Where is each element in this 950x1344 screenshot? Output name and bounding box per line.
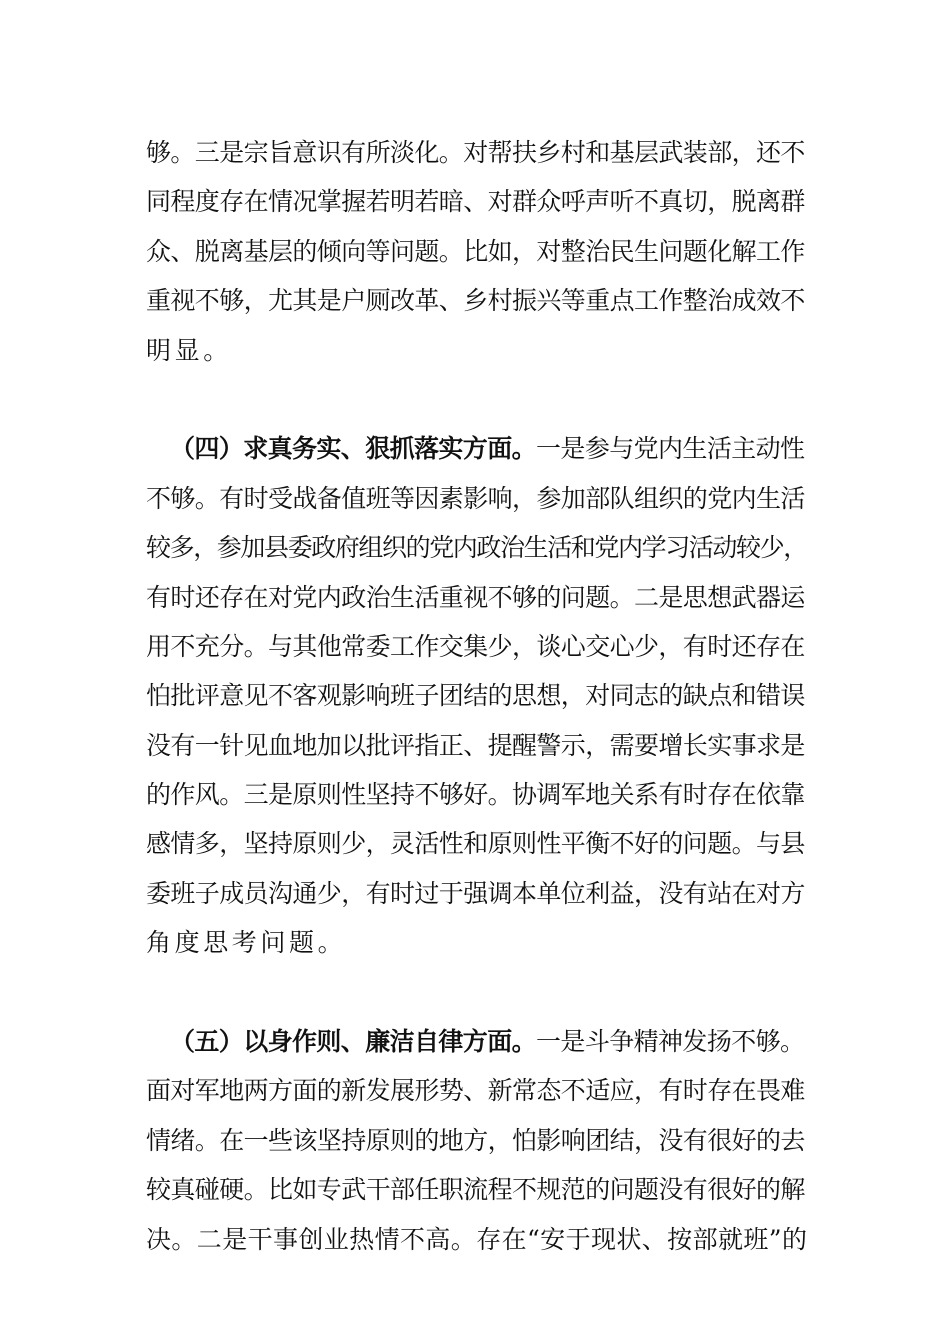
text-line [146, 1165, 808, 1214]
text-line [146, 474, 808, 523]
paragraph-1 [146, 128, 808, 375]
text-run: 角度思考问题。 [146, 928, 347, 958]
text-run: 较多，参加县委政府组织的党内政治生活和党内学习活动较少， [146, 533, 807, 563]
text-run: 同程度存在情况掌握若明若暗、对群众呼声听不真切，脱离群 [146, 187, 805, 217]
text-run: 情绪。在一些该坚持原则的地方，怕影响团结，没有很好的去 [146, 1125, 805, 1155]
text-line [146, 622, 808, 671]
text-run: 面对军地两方面的新发展形势、新常态不适应，有时存在畏难 [146, 1076, 805, 1106]
text-run: 有时还存在对党内政治生活重视不够的问题。二是思想武器运 [146, 582, 805, 612]
text-line [146, 918, 808, 967]
text-run: 怕批评意见不客观影响班子团结的思想，对同志的缺点和错误 [146, 681, 805, 711]
paragraph-gap [146, 968, 808, 1017]
text-line [146, 227, 808, 276]
paragraph-3 [146, 1017, 808, 1264]
text-line [146, 1066, 808, 1115]
text-line [146, 276, 808, 325]
text-run: 众、脱离基层的倾向等问题。比如，对整治民生问题化解工作 [146, 236, 805, 266]
text-run: 没有一针见血地加以批评指正、提醒警示，需要增长实事求是 [146, 730, 805, 760]
text-line [146, 1017, 808, 1066]
text-line [146, 869, 808, 918]
text-run: 明显。 [146, 335, 232, 365]
text-run: 的作风。三是原则性坚持不够好。协调军地关系有时存在依靠 [146, 780, 805, 810]
text-run: 够。三是宗旨意识有所淡化。对帮扶乡村和基层武装部，还不 [146, 138, 805, 167]
section-heading: （五）以身作则、廉洁自律方面。 [170, 1027, 537, 1057]
paragraph-gap [146, 375, 808, 424]
text-run: 委班子成员沟通少，有时过于强调本单位利益，没有站在对方 [146, 878, 805, 908]
text-line [146, 177, 808, 226]
text-run: 感情多，坚持原则少，灵活性和原则性平衡不好的问题。与县 [146, 829, 805, 859]
text-run: 较真碰硬。比如专武干部任职流程不规范的问题没有很好的解 [146, 1175, 805, 1205]
text-line [146, 671, 808, 720]
text-line [146, 770, 808, 819]
paragraph-2 [146, 424, 808, 967]
text-line [146, 424, 808, 473]
text-run: 重视不够，尤其是户厕改革、乡村振兴等重点工作整治成效不 [146, 286, 805, 316]
text-line [146, 1215, 808, 1264]
text-line [146, 721, 808, 770]
text-run: 一是斗争精神发扬不够。 [536, 1027, 805, 1057]
text-run: 决。二是干事创业热情不高。存在“安于现状、按部就班”的 [146, 1224, 808, 1254]
text-line [146, 523, 808, 572]
document-page [146, 128, 808, 1264]
text-line [146, 819, 808, 868]
text-line [146, 128, 808, 177]
text-run: 一是参与党内生活主动性 [536, 434, 805, 464]
text-line [146, 573, 808, 622]
section-heading: （四）求真务实、狠抓落实方面。 [170, 434, 537, 464]
text-run: 不够。有时受战备值班等因素影响，参加部队组织的党内生活 [146, 483, 805, 513]
text-line [146, 326, 808, 375]
text-run: 用不充分。与其他常委工作交集少，谈心交心少，有时还存在 [146, 631, 805, 661]
text-line [146, 1116, 808, 1165]
